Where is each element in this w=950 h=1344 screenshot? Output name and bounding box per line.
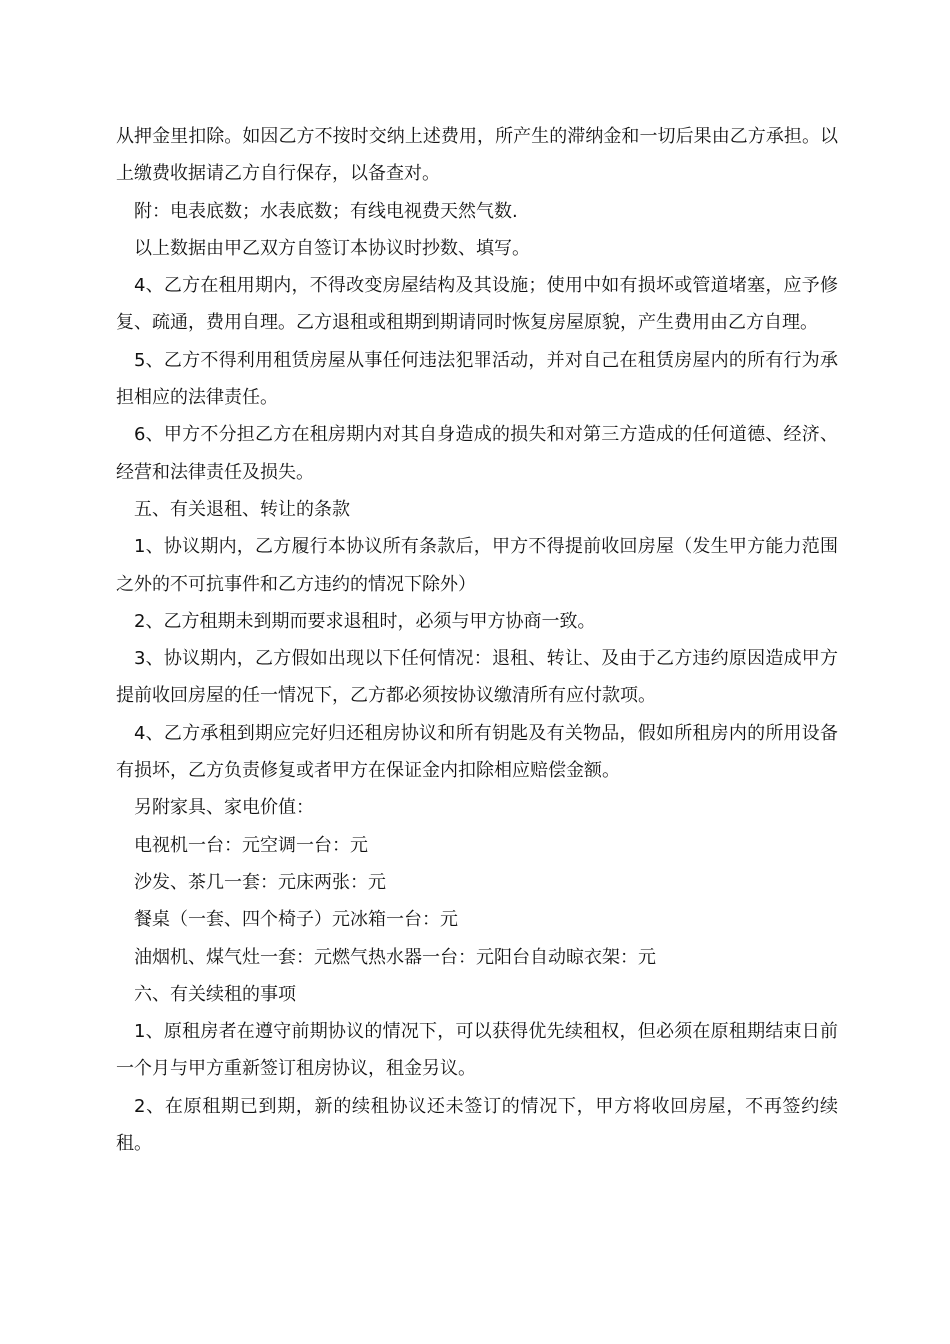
document-body xyxy=(116,118,838,1162)
paragraph-readings-note: 以上数据由甲乙双方自签订本协议时抄数、填写。 xyxy=(134,237,530,259)
paragraph-furniture-table-fridge: 餐桌（一套、四个椅子）元冰箱一台：元 xyxy=(134,909,458,931)
paragraph-deposit-deduction: 从押金里扣除。如因乙方不按时交纳上述费用，所产生的滞纳金和一切后果由乙方承担。以上缴费收据请乙方自行保存，以备查对。 xyxy=(116,126,838,185)
paragraph-meter-readings: 附：电表底数；水表底数；有线电视费天然气数. xyxy=(134,200,518,222)
paragraph-furniture-sofa-bed: 沙发、茶几一套：元床两张：元 xyxy=(134,871,386,893)
section-heading-renewal: 六、有关续租的事项 xyxy=(134,983,296,1005)
paragraph-furniture-tv-ac: 电视机一台：元空调一台：元 xyxy=(134,834,368,856)
paragraph-clause-6-liability: 6、甲方不分担乙方在租房期内对其自身造成的损失和对第三方造成的任何道德、经济、经营和法律责任及损失。 xyxy=(116,424,838,483)
paragraph-termination-1: 1、协议期内，乙方履行本协议所有条款后，甲方不得提前收回房屋（发生甲方能力范围之外的不可抗事件和乙方违约的情况下除外） xyxy=(116,536,838,595)
paragraph-furniture-kitchen: 油烟机、煤气灶一套：元燃气热水器一台：元阳台自动晾衣架：元 xyxy=(134,946,656,968)
paragraph-furniture-heading: 另附家具、家电价值： xyxy=(134,797,314,819)
paragraph-renewal-1: 1、原租房者在遵守前期协议的情况下，可以获得优先续租权，但必须在原租期结束日前一个月与甲方重新签订租房协议，租金另议。 xyxy=(116,1021,838,1080)
paragraph-renewal-2: 2、在原租期已到期，新的续租协议还未签订的情况下，甲方将收回房屋，不再签约续租。 xyxy=(116,1095,838,1155)
paragraph-clause-5-illegal: 5、乙方不得利用租赁房屋从事任何违法犯罪活动，并对自己在租赁房屋内的所有行为承担相应的法律责任。 xyxy=(116,349,838,409)
section-heading-termination: 五、有关退租、转让的条款 xyxy=(134,498,350,520)
paragraph-clause-4-structure: 4、乙方在租用期内，不得改变房屋结构及其设施；使用中如有损坏或管道堵塞，应予修复、疏通，费用自理。乙方退租或租期到期请同时恢复房屋原貌，产生费用由乙方自理。 xyxy=(116,275,838,334)
paragraph-termination-2: 2、乙方租期未到期而要求退租时，必须与甲方协商一致。 xyxy=(134,610,596,632)
paragraph-termination-4: 4、乙方承租到期应完好归还租房协议和所有钥匙及有关物品，假如所租房内的所用设备有损坏，乙方负责修复或者甲方在保证金内扣除相应赔偿金额。 xyxy=(116,722,838,782)
paragraph-termination-3: 3、协议期内，乙方假如出现以下任何情况：退租、转让、及由于乙方违约原因造成甲方提前收回房屋的任一情况下，乙方都必须按协议缴清所有应付款项。 xyxy=(116,648,838,707)
